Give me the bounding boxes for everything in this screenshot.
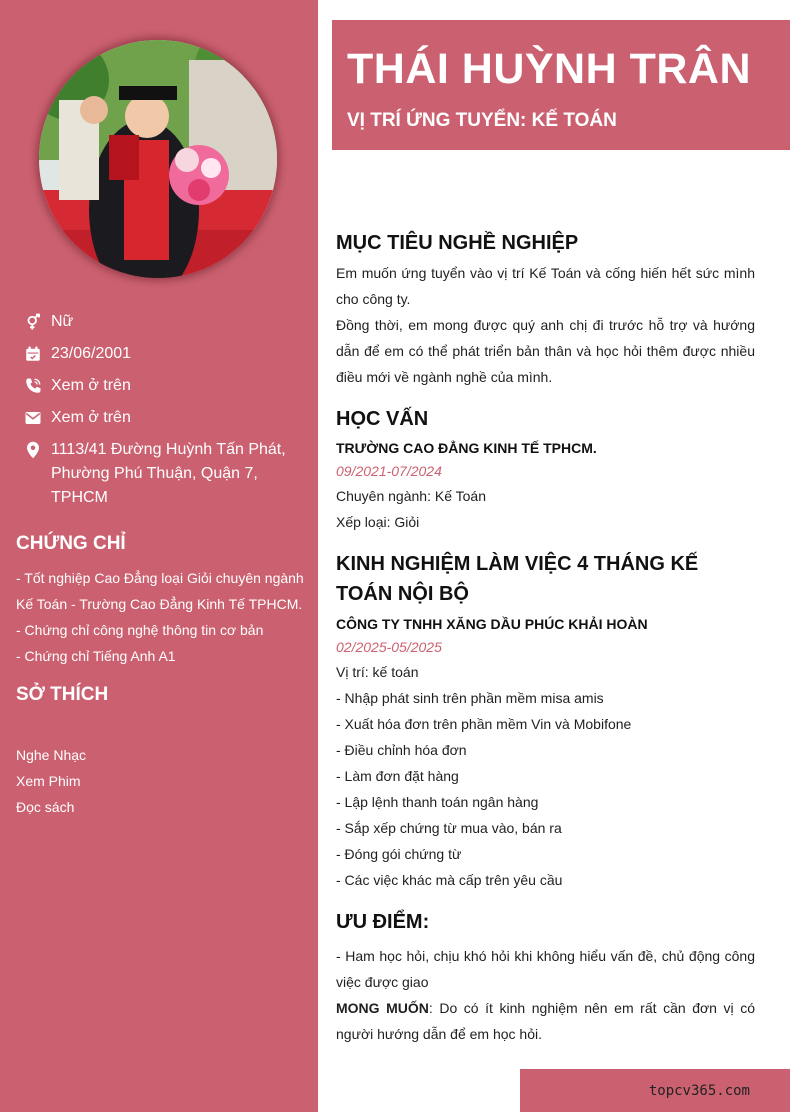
objective-line: Đồng thời, em mong được quý anh chị đi trước hỗ trợ và hướng dẫn để em có thể phát triển bản thân và học hỏi thêm được nhiều điều mới về ngành nghề của mình. <box>336 317 755 385</box>
contact-list <box>24 310 304 518</box>
candidate-name: THÁI HUỲNH TRÂN <box>347 45 752 93</box>
wish-text: : Do có ít kinh nghiệm nên em rất cần đơn vị có người hướng dẫn để em học hỏi. <box>336 1000 755 1042</box>
certificates-list <box>16 565 308 669</box>
certificate-item: - Chứng chỉ công nghệ thông tin cơ bản <box>16 622 264 638</box>
hobby-item: Nghe Nhạc <box>16 747 87 763</box>
contact-gender <box>24 310 304 334</box>
avatar <box>39 40 277 278</box>
education-heading: HỌC VẤN <box>336 408 429 430</box>
sidebar <box>0 0 318 1112</box>
duty-item: - Điều chỉnh hóa đơn <box>336 742 467 758</box>
strengths-section <box>336 907 755 1047</box>
strengths-text: - Ham học hỏi, chịu khó hỏi khi không hiểu vấn đề, chủ động công việc được giao <box>336 948 755 990</box>
email-text: Xem ở trên <box>51 409 131 426</box>
wish-label: MONG MUỐN <box>336 1000 429 1016</box>
gender-text: Nữ <box>51 313 74 330</box>
school-name: TRƯỜNG CAO ĐẲNG KINH TẾ TPHCM. <box>336 440 597 456</box>
experience-duties <box>336 659 755 893</box>
applied-position: VỊ TRÍ ỨNG TUYỂN: KẾ TOÁN <box>347 110 617 131</box>
name-banner <box>332 20 790 150</box>
objective-heading: MỤC TIÊU NGHỀ NGHIỆP <box>336 232 579 254</box>
hobbies-heading: SỞ THÍCH <box>16 684 109 705</box>
main-content <box>336 228 755 1047</box>
duty-item: - Làm đơn đặt hàng <box>336 768 459 784</box>
contact-email <box>24 406 304 430</box>
gender-icon <box>24 310 51 334</box>
duty-item: Vị trí: kế toán <box>336 664 419 680</box>
phone-icon <box>24 374 51 398</box>
certificate-item: - Tốt nghiệp Cao Đẳng loại Giỏi chuyên ngành Kế Toán - Trường Cao Đẳng Kinh Tế TPHCM. <box>16 570 304 612</box>
contact-birthday <box>24 342 304 366</box>
phone-text: Xem ở trên <box>51 377 131 394</box>
location-icon <box>24 438 51 462</box>
hobbies-list <box>16 742 308 820</box>
duty-item: - Sắp xếp chứng từ mua vào, bán ra <box>336 820 562 836</box>
strengths-heading: ƯU ĐIỂM: <box>336 911 430 933</box>
footer-bar <box>520 1069 790 1112</box>
contact-address <box>24 438 304 510</box>
duty-item: - Lập lệnh thanh toán ngân hàng <box>336 794 539 810</box>
birthday-text: 23/06/2001 <box>51 345 132 362</box>
company-name: CÔNG TY TNHH XĂNG DẦU PHÚC KHẢI HOÀN <box>336 616 648 632</box>
address-text: 1113/41 Đường Huỳnh Tấn Phát, Phường Phú Thuận, Quận 7, TPHCM <box>51 441 286 506</box>
calendar-icon <box>24 342 51 366</box>
footer-site: topcv365.com <box>648 1083 750 1099</box>
education-major: Chuyên ngành: Kế Toán <box>336 488 486 504</box>
experience-heading: KINH NGHIỆM LÀM VIỆC 4 THÁNG KẾ TOÁN NỘI BỘ <box>336 553 699 605</box>
duty-item: - Xuất hóa đơn trên phần mềm Vin và Mobifone <box>336 716 632 732</box>
hobby-item: Xem Phim <box>16 773 81 789</box>
education-period: 09/2021-07/2024 <box>336 463 442 479</box>
certificates-heading: CHỨNG CHỈ <box>16 533 126 554</box>
hobby-item: Đọc sách <box>16 799 75 815</box>
duty-item: - Đóng gói chứng từ <box>336 846 462 862</box>
certificate-item: - Chứng chỉ Tiếng Anh A1 <box>16 648 176 664</box>
duty-item: - Nhập phát sinh trên phần mềm misa amis <box>336 690 604 706</box>
experience-period: 02/2025-05/2025 <box>336 639 442 655</box>
mail-icon <box>24 406 51 430</box>
objective-section <box>336 228 755 390</box>
objective-line: Em muốn ứng tuyển vào vị trí Kế Toán và cống hiến hết sức mình cho công ty. <box>336 265 755 307</box>
education-rank: Xếp loại: Giỏi <box>336 514 420 530</box>
experience-section <box>336 549 755 893</box>
profile-photo <box>39 40 277 278</box>
duty-item: - Các việc khác mà cấp trên yêu cầu <box>336 872 563 888</box>
wish-paragraph <box>336 995 755 1047</box>
education-section <box>336 404 755 535</box>
contact-phone <box>24 374 304 398</box>
